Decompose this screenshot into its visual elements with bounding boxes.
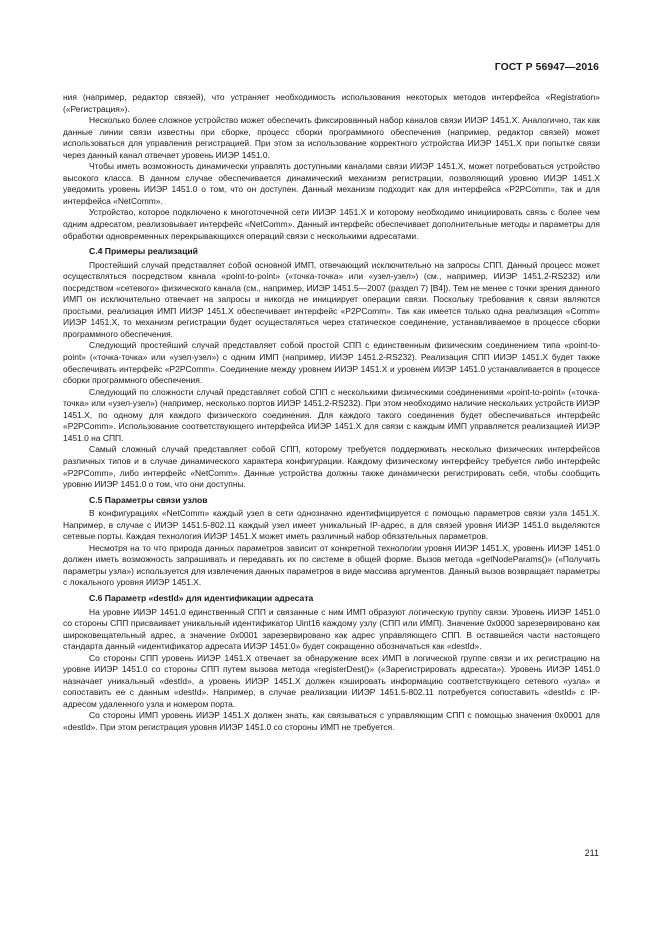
paragraph: ния (например, редактор связей), что устраняет необходимость использования некоторых методов интерфейса «Registration» («Регистрация»). xyxy=(63,92,600,114)
paragraph: В конфигурациях «NetComm» каждый узел в сети однозначно идентифицируется с помощью параметров связи узла 1451.X. Например, в случае с ИИЭР 1451.5-802.11 каждый узел имеет уникальный IP-адрес, а для связей уровня ИИЭР 1451.0 выделяются сетевые порты. Каждая технология ИИЭР 1451.X может иметь различный набор обязательных параметров. xyxy=(63,508,600,542)
section-heading: С.5 Параметры связи узлов xyxy=(89,494,208,505)
document-code-header: ГОСТ Р 56947—2016 xyxy=(494,62,599,73)
section-heading: С.6 Параметр «destId» для идентификации адресата xyxy=(89,592,314,603)
paragraph: На уровне ИИЭР 1451.0 единственный СПП и связанные с ним ИМП образуют логическую группу связи. Уровень ИИЭР 1451.0 со стороны СПП присваивает уникальный идентификатор Uint16 каждому узлу (СПП или ИМП). Значение 0x0000 зарезервировано как широковещательный адрес, а значение 0x0001 зарезервировано как адрес управляющего СПП. В оставшейся части настоящего стандарта данный «идентификатор адресата ИИЭР 1451.0» будет сокращенно обозначаться как «destId». xyxy=(63,606,600,652)
page-number: 211 xyxy=(584,848,599,858)
paragraph: Со стороны СПП уровень ИИЭР 1451.X отвечает за обнаружение всех ИМП в логической группе связи и их регистрацию на уровне ИИЭР 1451.0 со стороны СПП путем вызова метода «registerDest()» («Зарегистрировать адресата»). Уровень ИИЭР 1451.0 назначает уникальный «destId», а уровень ИИЭР 1451.X должен кэшировать информацию соответствующего сетевого «узла» и сопоставить ее с данным «destId». Например, в случае реализации ИИЭР 1451.5-802.11 потребуется сопоставить «destId» с IP-адресом удаленного узла и номером порта. xyxy=(63,652,600,709)
body-text xyxy=(63,92,600,734)
paragraph: Простейший случай представляет собой основной ИМП, отвечающий исключительно на запросы СПП. Данный процесс может осуществляться посредством канала «point-to-point» («точка-точка» или «узел-узел») (см., например, ИИЭР 1451.2-RS232) или посредством «сетевого» физического канала (см., например, ИИЭР 1451.5—2007 (раздел 7) [В4]). Тем не менее с точки зрения данного ИМП он исключительно отвечает на запросы и никогда не инициирует операции связи. Поскольку требования к связи являются простыми, реализация ИМП ИИЭР 1451.X обеспечивает интерфейс «P2PComm». Так как имеется только одна реализация «Comm» ИИЭР 1451.X, то механизм регистрации будет осуществляться через статическое соединение, устанавливаемое в процессе сборки программного обеспечения. xyxy=(63,259,600,339)
paragraph: Чтобы иметь возможность динамически управлять доступными каналами связи ИИЭР 1451.X, может потребоваться устройство высокого класса. В данном случае обеспечивается динамический механизм регистрации, позволяющий уровню ИИЭР 1451.X уведомить уровень ИИЭР 1451.0 о том, что он доступен. Данный механизм подходит как для интерфейса «P2PComm», так и для интерфейса «NetComm». xyxy=(63,161,600,206)
paragraph: Несколько более сложное устройство может обеспечить фиксированный набор каналов связи ИИЭР 1451.X. Аналогично, так как данные линии связи известны при сборке, процесс сборки программного обеспечения (например, редактор связей) может использоваться для управления регистрацией. При этом за использование корректного устройства ИИЭР 1451.X при попытке связи через данный канал отвечает уровень ИИЭР 1451.0. xyxy=(63,115,600,160)
paragraph: Самый сложный случай представляет собой СПП, которому требуется поддерживать несколько физических интерфейсов различных типов и в случае динамического характера конфигурации. Каждому физическому интерфейсу требуется либо интерфейс «P2PComm», либо интерфейс «NetComm». Данные устройства должны также динамически регистрировать себя, чтобы сообщить уровню ИИЭР 1451.0 о том, что они доступны. xyxy=(63,444,600,490)
paragraph: Устройство, которое подключено к многоточечной сети ИИЭР 1451.X и которому необходимо инициировать связь с более чем одним адресатом, реализовывает интерфейс «NetComm». Данный интерфейс обеспечивает дополнительные методы и параметры для обработки одновременных перекрывающихся операций связи с несколькими адресатами. xyxy=(63,207,600,241)
paragraph: Со стороны ИМП уровень ИИЭР 1451.X должен знать, как связываться с управляющим СПП с помощью значения 0x0001 для «destId». При этом регистрация уровня ИИЭР 1451.0 со стороны ИМП не требуется. xyxy=(63,710,600,732)
paragraph: Следующий по сложности случай представляет собой СПП с несколькими физическими соединениями «point-to-point» («точка-точка» или «узел-узел») (например, несколько портов ИИЭР 1451.2-RS232). При этом необходимо наличие нескольких устройств ИИЭР 1451.X, по одному для каждого физического соединения. Для каждого такого соединения будет обеспечиваться интерфейс «P2PComm». Использование соответствующего интерфейса ИИЭР 1451.X для связи с каждым ИМП управляется реализацией ИИЭР 1451.0 на СПП. xyxy=(63,386,600,443)
paragraph: Несмотря на то что природа данных параметров зависит от конкретной технологии уровня ИИЭР 1451.X, уровень ИИЭР 1451.0 должен иметь возможность запрашивать и передавать их по системе в общей форме. Вызов метода «getNodeParams()» («Получить параметры узла») используется для извлечения данных параметров в виде массива аргументов. Данный вызов возвращает параметры с локального уровня ИИЭР 1451.X. xyxy=(63,542,600,588)
paragraph: Следующий простейший случай представляет собой простой СПП с единственным физическим соединением типа «point-to-point» («точка-точка» или «узел-узел») с одним ИМП (например, ИИЭР 1451.2-RS232). Реализация СПП ИИЭР 1451.X будет также обеспечивать интерфейс «P2PComm». Соединение между уровнем ИИЭР 1451.X и уровнем ИИЭР 1451.0 устанавливается в процессе сборки программного обеспечения. xyxy=(63,340,600,386)
section-heading: С.4 Примеры реализаций xyxy=(89,246,198,257)
